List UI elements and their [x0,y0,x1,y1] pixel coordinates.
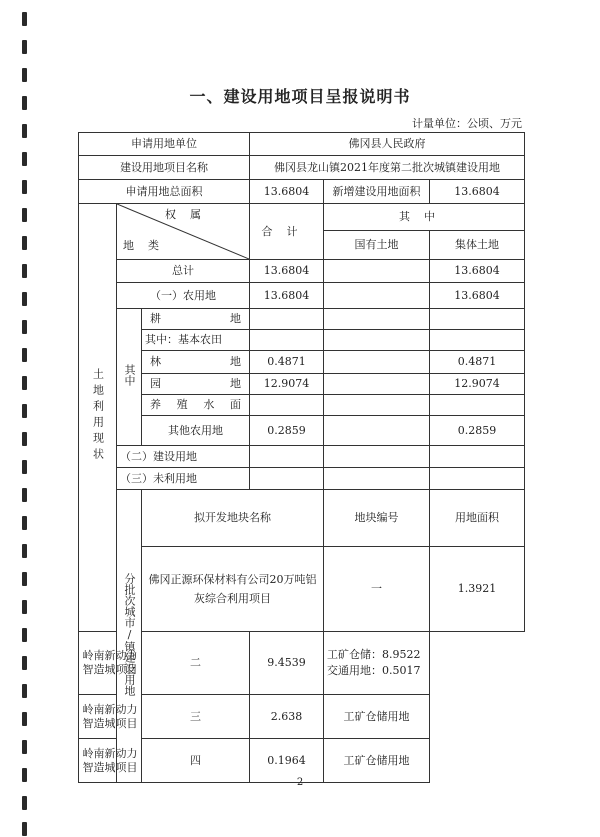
land-use-table [78,132,525,783]
diag-bottom-label: 地类 [123,239,173,252]
batch-section-label: 分批次城市/镇建设用地 [117,490,142,783]
table-row: 佛冈正源环保材料有公司20万吨铝灰综合利用项目 一 1.3921 [79,547,525,632]
batch-col-name: 拟开发地块名称 [142,490,324,547]
table-row: 总计 13.6804 13.6804 [79,260,525,283]
total-area-value: 13.6804 [250,180,324,204]
applicant-label: 申请用地单位 [79,133,250,156]
table-row: 岭南新动力智造城项目 二 9.4539 工矿仓储：8.9522 交通用地：0.5017 [79,632,525,695]
table-row: 岭南新动力智造城项目 四 0.1964 工矿仓储用地 [79,739,525,783]
batch-col-code: 地块编号 [324,490,430,547]
col-among-header: 其中 [324,204,525,231]
table-row: 养殖水面 [79,395,525,416]
project-name-row [79,156,525,180]
project-name-value: 佛冈县龙山镇2021年度第二批次城镇建设用地 [250,156,525,180]
col-state-header: 国有土地 [324,231,430,260]
page-number: 2 [296,777,304,788]
total-area-label: 申请用地总面积 [79,180,250,204]
col-collective-header: 集体土地 [430,231,525,260]
applicant-value: 佛冈县人民政府 [250,133,525,156]
diag-top-label: 权属 [165,208,216,221]
table-row: （一）农用地 13.6804 13.6804 [79,283,525,309]
table-row: 林地 0.4871 0.4871 [79,351,525,374]
table-row: 园地 12.9074 12.9074 [79,374,525,395]
table-row: （三）未利用地 [79,468,525,490]
table-row: 其中 耕地 [79,309,525,330]
land-status-section-label: 土地利用现状 [79,204,117,632]
table-row: （二）建设用地 [79,446,525,468]
project-name-label: 建设用地项目名称 [79,156,250,180]
batch-col-area: 用地面积 [430,490,525,547]
table-row: 其他农用地 0.2859 0.2859 [79,416,525,446]
diagonal-header-cell [117,204,250,260]
new-area-label: 新增建设用地面积 [324,180,430,204]
new-area-value: 13.6804 [430,180,525,204]
table-row: 其中：基本农田 [79,330,525,351]
applicant-row [79,133,525,156]
batch-header-row [79,490,525,547]
binding-edge [22,0,30,837]
page-title: 一、建设用地项目呈报说明书 [189,87,411,106]
total-area-row [79,180,525,204]
status-header-row [79,204,525,231]
sub-category-label: 其中 [117,309,142,446]
col-total-header: 合计 [250,204,324,260]
unit-note: 计量单位：公顷、万元 [412,117,522,130]
table-row: 岭南新动力智造城项目 三 2.638 工矿仓储用地 [79,695,525,739]
